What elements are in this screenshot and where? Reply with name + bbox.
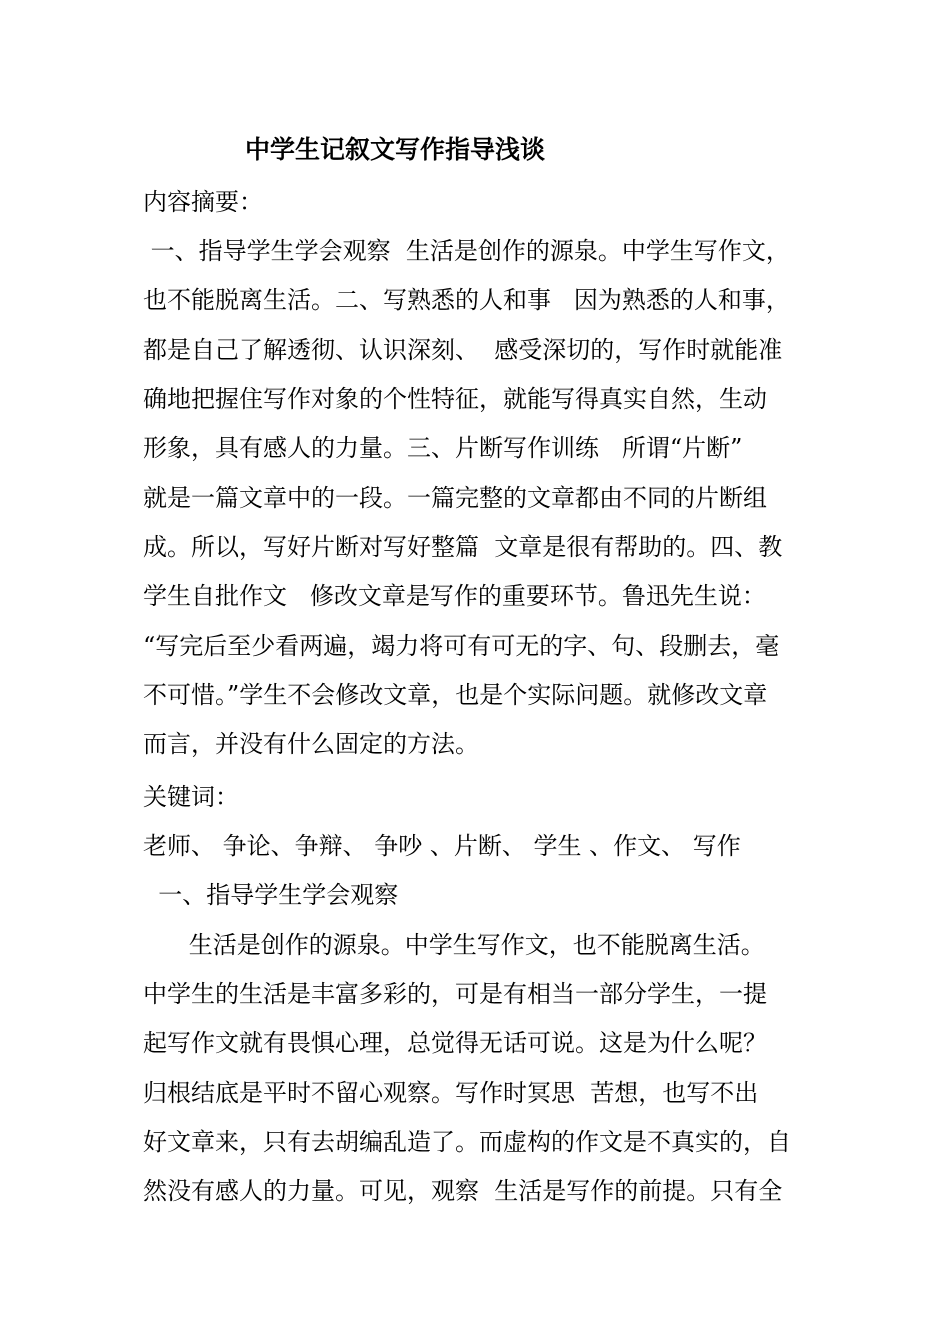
text-line: 中学生的生活是丰富多彩的，可是有相当一部分学生，一提 (143, 980, 767, 1008)
text-line: 生活是创作的源泉。中学生写作文，也不能脱离生活。 (143, 931, 765, 959)
text-line: 都是自己了解透彻、认识深刻、 感受深切的，写作时就能准 (143, 336, 783, 364)
text-line: 成。所以，写好片断对写好整篇 文章是很有帮助的。四、教 (143, 533, 783, 561)
section-heading: 一、指导学生学会观察 (143, 881, 399, 909)
text-line: 形象，具有感人的力量。三、片断写作训练 所谓“片断” (143, 434, 743, 462)
document-title: 中学生记叙文写作指导浅谈 (245, 135, 546, 164)
text-line: 学生自批作文 修改文章是写作的重要环节。鲁迅先生说： (143, 582, 766, 610)
text-line: 就是一篇文章中的一段。一篇完整的文章都由不同的片断组 (143, 484, 767, 512)
text-line: 确地把握住写作对象的个性特征，就能写得真实自然，生动 (143, 385, 767, 413)
text-line: 然没有感人的力量。可见，观察 生活是写作的前提。只有全 (143, 1177, 783, 1205)
text-line: 不可惜。”学生不会修改文章，也是个实际问题。就修改文章 (143, 681, 768, 709)
keywords-label: 关键词： (143, 783, 239, 811)
text-line: 归根结底是平时不留心观察。写作时冥思 苦想，也写不出 (143, 1079, 759, 1107)
text-line: 一、指导学生学会观察 生活是创作的源泉。中学生写作文， (143, 237, 790, 265)
text-line: 也不能脱离生活。二、写熟悉的人和事 因为熟悉的人和事， (143, 286, 790, 314)
keywords-list: 老师、 争论、争辩、 争吵 、片断、 学生 、作文、 写作 (143, 832, 741, 860)
text-line: “写完后至少看两遍，竭力将可有可无的字、句、段删去，毫 (143, 632, 780, 660)
abstract-label: 内容摘要： (143, 188, 263, 216)
text-line: 起写作文就有畏惧心理，总觉得无话可说。这是为什么呢？ (143, 1029, 767, 1057)
text-line: 好文章来，只有去胡编乱造了。而虚构的作文是不真实的，自 (143, 1128, 791, 1156)
text-line: 而言，并没有什么固定的方法。 (143, 730, 479, 758)
